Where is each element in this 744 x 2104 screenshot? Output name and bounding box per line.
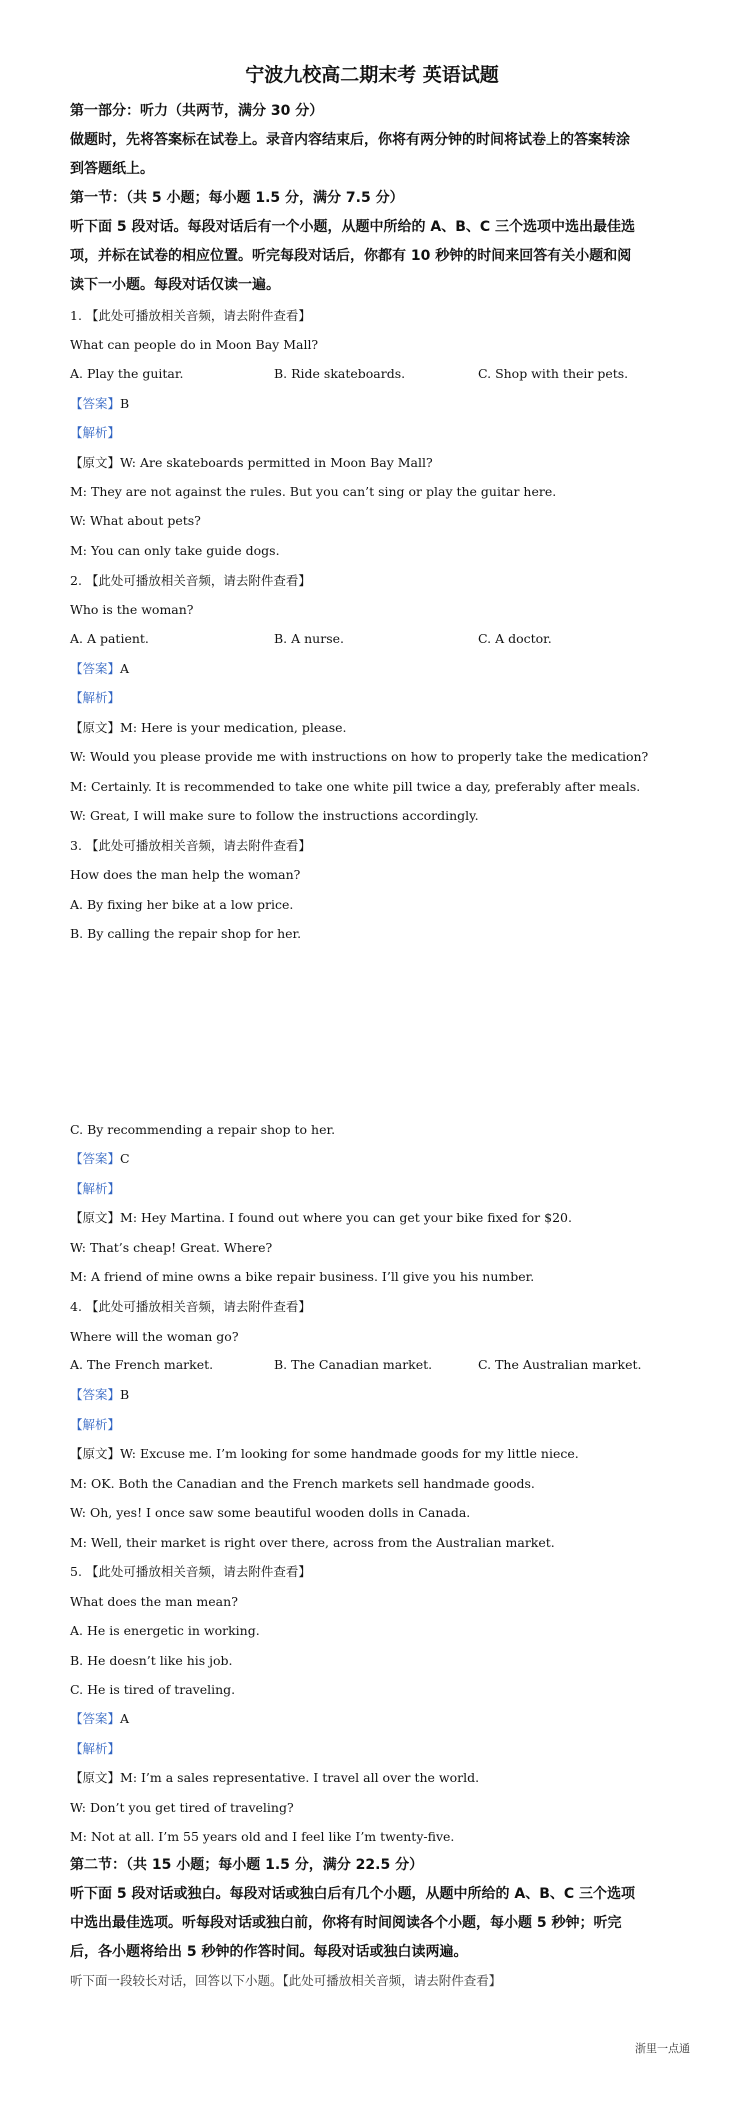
question-5-option-c: C. He is tired of traveling. [70, 1682, 236, 1697]
original-label: 【原文】 [70, 720, 121, 735]
question-1-option-a: A. Play the guitar. [70, 366, 184, 381]
question-4-transcript-4: M: Well, their market is right over there, across from the Australian market. [70, 1535, 555, 1550]
section1-heading: 第一节：（共 5 小题；每小题 1.5 分，满分 7.5 分） [70, 190, 404, 206]
question-5-analysis-label: 【解析】 [70, 1741, 121, 1756]
answer-label: 【答案】 [70, 661, 121, 676]
section1-instruction-line3: 读下一小题。每段对话仅读一遍。 [70, 277, 280, 293]
question-2-analysis-label: 【解析】 [70, 690, 121, 705]
question-5-transcript-2: W: Don’t you get tired of traveling? [70, 1800, 294, 1815]
question-1-option-b: B. Ride skateboards. [274, 366, 406, 381]
question-4-answer [70, 1386, 129, 1404]
question-1-transcript-3: W: What about pets? [70, 513, 201, 528]
question-4-analysis-label: 【解析】 [70, 1417, 121, 1432]
answer-label: 【答案】 [70, 396, 121, 411]
question-3-option-a: A. By fixing her bike at a low price. [70, 897, 294, 912]
original-label: 【原文】 [70, 455, 121, 470]
question-2-transcript-3: M: Certainly. It is recommended to take one white pill twice a day, preferably after meals. [70, 779, 641, 794]
transcript-text: W: Excuse me. I’m looking for some handmade goods for my little niece. [120, 1446, 579, 1461]
original-label: 【原文】 [70, 1210, 121, 1225]
answer-label: 【答案】 [70, 1711, 121, 1726]
question-1-analysis-label: 【解析】 [70, 425, 121, 440]
transcript-text: M: I’m a sales representative. I travel all over the world. [120, 1770, 480, 1785]
part1-heading: 第一部分：听力（共两节，满分 30 分） [70, 103, 324, 119]
question-5-option-b: B. He doesn’t like his job. [70, 1653, 233, 1668]
question-2-transcript-2: W: Would you please provide me with instructions on how to properly take the medication? [70, 749, 649, 764]
answer-value: C [120, 1151, 130, 1166]
question-2-option-c: C. A doctor. [478, 631, 552, 646]
question-1-option-c: C. Shop with their pets. [478, 366, 629, 381]
question-3-option-b: B. By calling the repair shop for her. [70, 926, 302, 941]
question-5-option-a: A. He is energetic in working. [70, 1623, 260, 1638]
answer-value: A [120, 1711, 130, 1726]
question-5-transcript-3: M: Not at all. I’m 55 years old and I feel like I’m twenty-five. [70, 1829, 455, 1844]
part1-instruction-line1: 做题时，先将答案标在试卷上。录音内容结束后，你将有两分钟的时间将试卷上的答案转涂 [70, 132, 630, 148]
question-3-answer [70, 1150, 130, 1168]
answer-value: A [120, 661, 130, 676]
question-4-text: Where will the woman go? [70, 1329, 239, 1344]
question-4-number[interactable]: 4. 【此处可播放相关音频，请去附件查看】 [70, 1299, 311, 1314]
answer-value: B [120, 1387, 130, 1402]
original-label: 【原文】 [70, 1446, 121, 1461]
transcript-text: W: Are skateboards permitted in Moon Bay Mall? [120, 455, 433, 470]
question-3-transcript-3: M: A friend of mine owns a bike repair business. I’ll give you his number. [70, 1269, 535, 1284]
question-3-transcript-2: W: That’s cheap! Great. Where? [70, 1240, 273, 1255]
answer-label: 【答案】 [70, 1151, 121, 1166]
question-5-text: What does the man mean? [70, 1594, 238, 1609]
section2-heading: 第二节：（共 15 小题；每小题 1.5 分，满分 22.5 分） [70, 1857, 424, 1873]
question-3-number[interactable]: 3. 【此处可播放相关音频，请去附件查看】 [70, 838, 311, 853]
question-5-answer [70, 1710, 129, 1728]
question-3-text: How does the man help the woman? [70, 867, 301, 882]
part1-instruction-line2: 到答题纸上。 [70, 161, 154, 177]
question-4-option-c: C. The Australian market. [478, 1357, 642, 1372]
question-2-option-a: A. A patient. [70, 631, 149, 646]
question-3-option-c: C. By recommending a repair shop to her. [70, 1122, 336, 1137]
question-2-transcript-4: W: Great, I will make sure to follow the instructions accordingly. [70, 808, 479, 823]
page-title: 宁波九校高二期末考 英语试题 [245, 64, 499, 86]
question-4-transcript-1 [70, 1445, 579, 1463]
section2-instruction-line2: 中选出最佳选项。听每段对话或独白前，你将有时间阅读各个小题，每小题 5 秒钟；听完 [70, 1915, 622, 1931]
question-1-transcript-2: M: They are not against the rules. But you can’t sing or play the guitar here. [70, 484, 557, 499]
question-1-transcript-4: M: You can only take guide dogs. [70, 543, 280, 558]
question-2-text: Who is the woman? [70, 602, 194, 617]
question-2-option-b: B. A nurse. [274, 631, 344, 646]
section2-audio-note[interactable]: 听下面一段较长对话，回答以下小题。【此处可播放相关音频，请去附件查看】 [70, 1973, 502, 1988]
section1-instruction-line2: 项，并标在试卷的相应位置。听完每段对话后，你都有 10 秒钟的时间来回答有关小题和阅 [70, 248, 632, 264]
original-label: 【原文】 [70, 1770, 121, 1785]
question-2-transcript-1 [70, 719, 347, 737]
section2-instruction-line1: 听下面 5 段对话或独白。每段对话或独白后有几个小题，从题中所给的 A、B、C 三个选项 [70, 1886, 636, 1902]
section2-instruction-line3: 后，各小题将给出 5 秒钟的作答时间。每段对话或独白读两遍。 [70, 1944, 468, 1960]
answer-value: B [120, 396, 130, 411]
question-4-transcript-2: M: OK. Both the Canadian and the French markets sell handmade goods. [70, 1476, 535, 1491]
question-2-answer [70, 660, 129, 678]
answer-label: 【答案】 [70, 1387, 121, 1402]
question-4-option-a: A. The French market. [70, 1357, 214, 1372]
question-1-text: What can people do in Moon Bay Mall? [70, 337, 319, 352]
question-3-transcript-1 [70, 1209, 572, 1227]
question-5-transcript-1 [70, 1769, 479, 1787]
question-4-option-b: B. The Canadian market. [274, 1357, 433, 1372]
transcript-text: M: Hey Martina. I found out where you can get your bike fixed for $20. [120, 1210, 572, 1225]
footer-watermark: 浙里一点通 [635, 2042, 690, 2055]
question-5-number[interactable]: 5. 【此处可播放相关音频，请去附件查看】 [70, 1564, 311, 1579]
question-1-transcript-1 [70, 454, 433, 472]
question-1-answer [70, 395, 129, 413]
section1-instruction-line1: 听下面 5 段对话。每段对话后有一个小题，从题中所给的 A、B、C 三个选项中选出最佳选 [70, 219, 636, 235]
question-3-analysis-label: 【解析】 [70, 1181, 121, 1196]
question-4-transcript-3: W: Oh, yes! I once saw some beautiful wooden dolls in Canada. [70, 1505, 471, 1520]
question-2-number[interactable]: 2. 【此处可播放相关音频，请去附件查看】 [70, 573, 311, 588]
question-1-number[interactable]: 1. 【此处可播放相关音频，请去附件查看】 [70, 308, 311, 323]
transcript-text: M: Here is your medication, please. [120, 720, 347, 735]
